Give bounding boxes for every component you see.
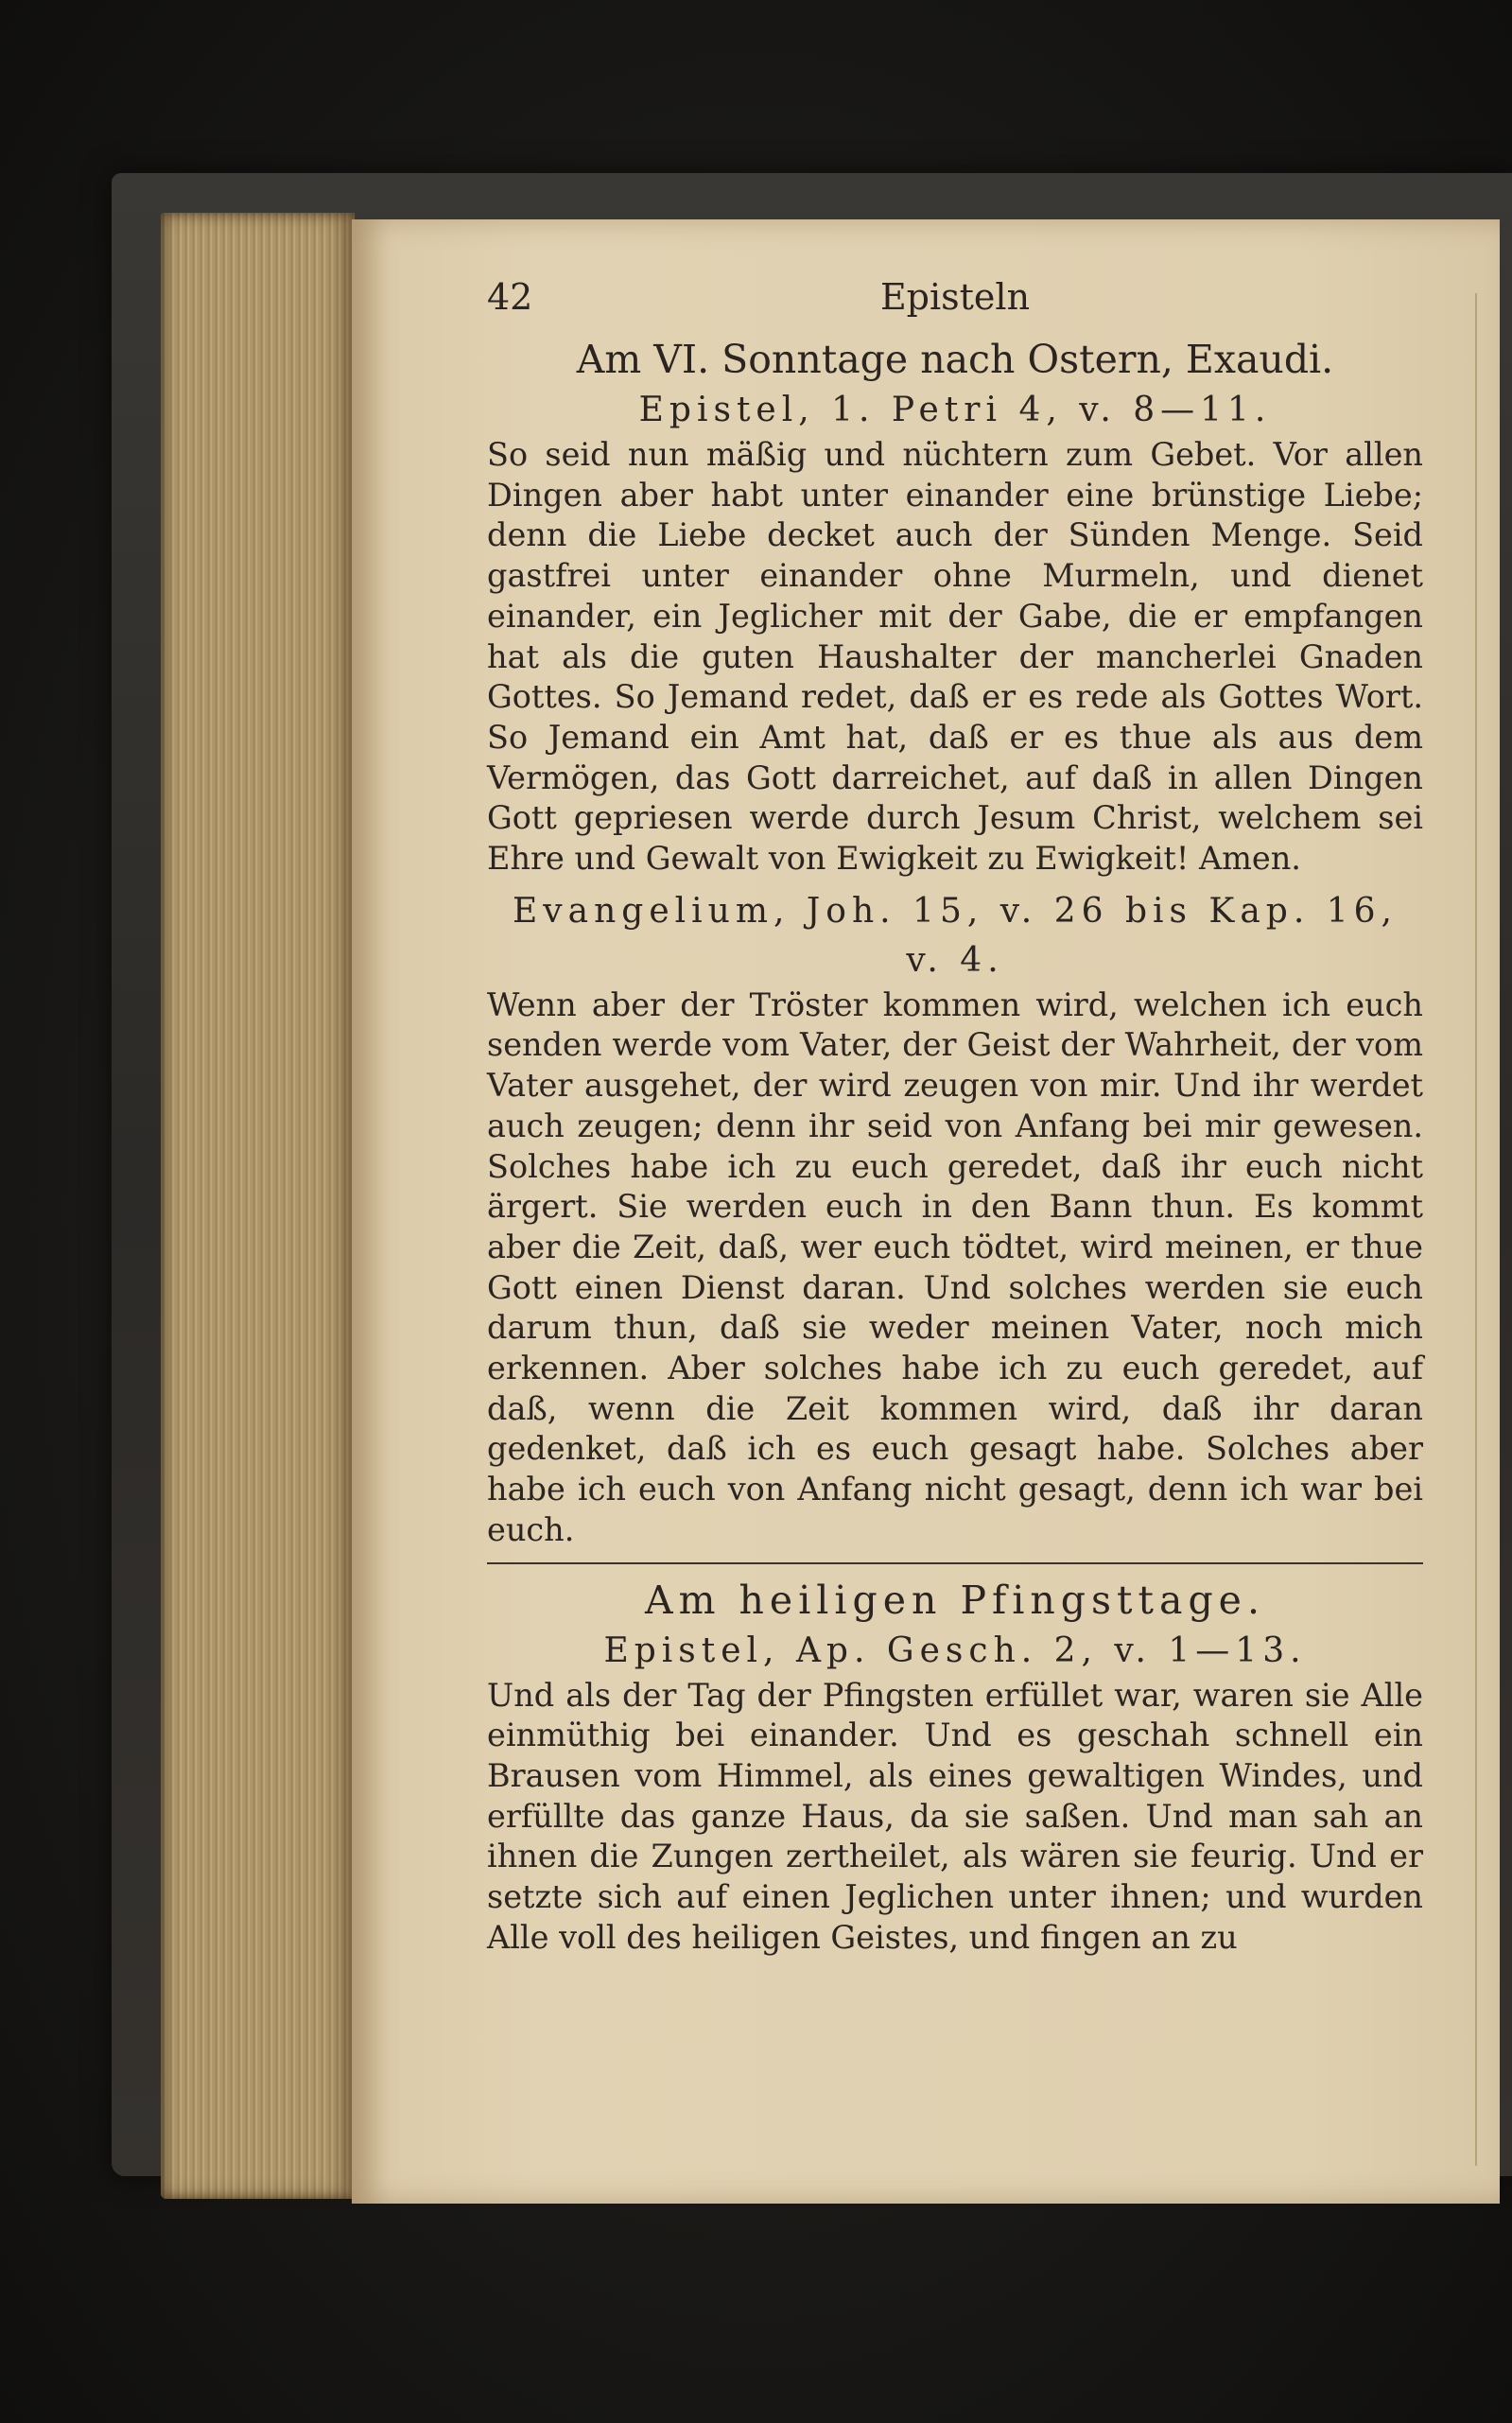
page-edges [161, 213, 355, 2199]
running-head [487, 276, 1423, 333]
reading-label: Epistel, 1. Petri 4, v. 8—11. [638, 391, 1272, 429]
section-heading: Am VI. Sonntage nach Ostern, Exaudi. [576, 337, 1334, 382]
section-divider [487, 1562, 1423, 1564]
reading-label: Evangelium, Joh. 15, v. 26 bis Kap. 16, v. 4. [513, 891, 1398, 980]
reading-text: Und als der Tag der Pfingsten erfüllet war, waren sie Alle einmüthig bei einander. Und es geschah schnell ein Brausen vom Himmel, als eines gewaltigen Windes, und erfüllte das ganze Haus, da sie saßen. Und man sah an ihnen die Zungen zertheilet, als wären sie feurig. Und er setzte sich auf einen Jeglichen unter ihnen; und wurden Alle voll des heiligen Geistes, und fingen an zu [487, 1676, 1423, 1956]
page-fold-line [1475, 293, 1477, 2166]
reading-text: So seid nun mäßig und nüchtern zum Gebet. Vor allen Dingen aber habt unter einander eine brünstige Liebe; denn die Liebe decket auch der Sünden Menge. Seid gastfrei unter einander ohne Murmeln, und dienet einander, ein Jeglicher mit der Gabe, die er empfangen hat als die guten Haushalter der mancherlei Gnaden Gottes. So Jemand redet, daß er es rede als Gottes Wort. So Jemand ein Amt hat, daß er es thue als aus dem Vermögen, das Gott darreichet, auf daß in allen Dingen Gott gepriesen werde durch Jesum Christ, welchem sei Ehre und Gewalt von Ewigkeit zu Ewigkeit! Amen. [487, 436, 1423, 878]
page-text [487, 276, 1423, 1959]
page-number: 42 [487, 276, 533, 318]
reading-text: Wenn aber der Tröster kommen wird, welchen ich euch senden werde vom Vater, der Geist der Wahrheit, der vom Vater ausgehet, der wird zeugen von mir. Und ihr werdet auch zeugen; denn ihr seid von Anfang bei mir gewesen. Solches habe ich zu euch geredet, daß ihr euch nicht ärgert. Sie werden euch in den Bann thun. Es kommt aber die Zeit, daß, wer euch tödtet, wird meinen, er thue Gott einen Dienst daran. Und solches werden sie euch darum thun, daß sie weder meinen Vater, noch mich erkennen. Aber solches habe ich zu euch geredet, auf daß, wenn die Zeit kommen wird, daß ihr daran gedenket, daß ich es euch gesagt habe. Solches aber habe ich euch von Anfang nicht gesagt, denn ich war bei euch. [487, 985, 1423, 1548]
running-title: Episteln [879, 276, 1031, 318]
reading-label: Epistel, Ap. Gesch. 2, v. 1—13. [603, 1630, 1307, 1670]
section-heading: Am heiligen Pfingsttage. [645, 1577, 1265, 1623]
